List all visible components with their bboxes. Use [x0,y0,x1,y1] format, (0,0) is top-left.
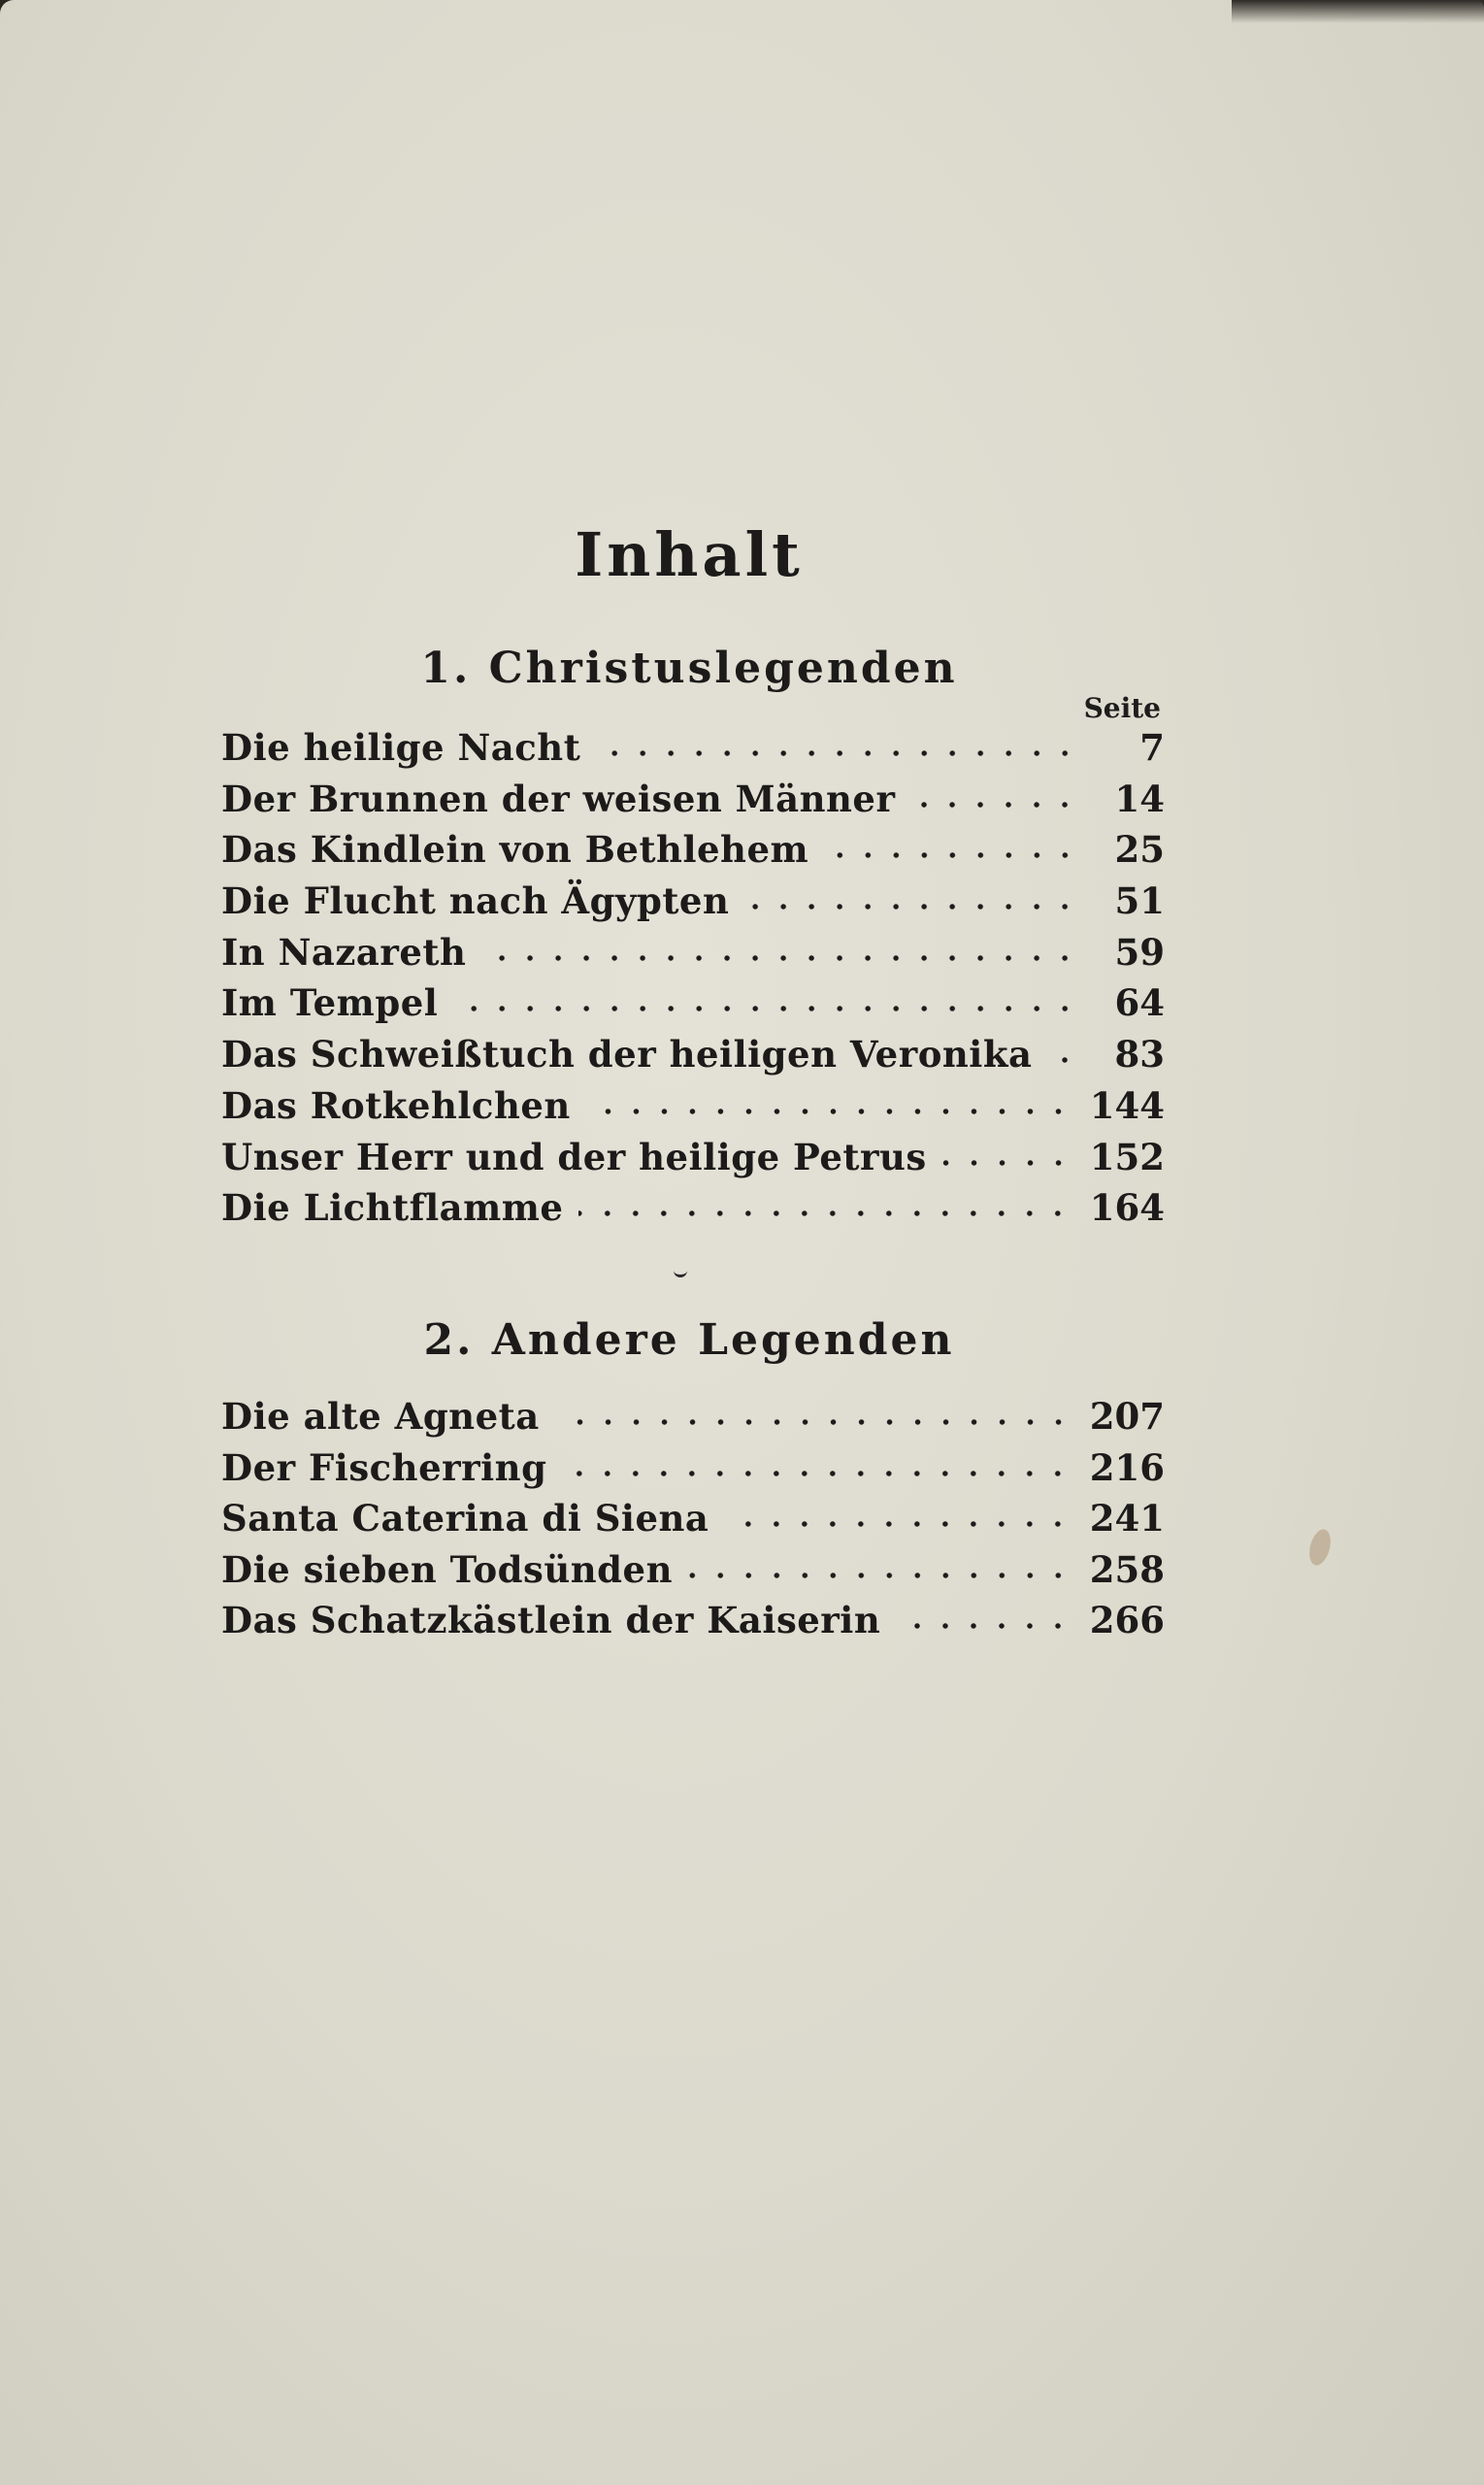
toc-entry-page: 207 [1089,1395,1165,1438]
leader-dots [688,1569,1072,1582]
toc-entry-title: Das Schweißtuch der heiligen Veronika [221,1033,1033,1077]
leader-dots [724,1517,1072,1531]
leader-dots [744,900,1079,913]
leader-dots [481,951,1079,965]
toc-entry-page: 14 [1114,777,1165,820]
toc-entry-title: Die Flucht nach Ägypten [221,879,730,923]
toc-entry [221,876,1165,927]
toc-entry-title: Die sieben Todsünden [221,1547,673,1591]
toc-entry-page: 164 [1089,1186,1165,1230]
leader-dots [578,1207,1072,1220]
leader-dots [942,1156,1072,1170]
toc-entry [221,774,1165,825]
toc-entry [221,722,1165,774]
leader-dots [896,1619,1072,1633]
toc-entry-page: 51 [1114,879,1165,923]
toc-entry-title: Das Rotkehlchen [221,1083,571,1127]
toc-entry-page: 83 [1114,1033,1165,1077]
section-heading-andere-legenden: 2. Andere Legenden [423,1315,955,1365]
toc-entry-title: Die alte Agneta [221,1395,540,1438]
toc-entry [221,1442,1165,1494]
toc-entry [221,1132,1165,1183]
toc-entry-page: 59 [1114,930,1165,974]
toc-entry-page: 25 [1114,828,1165,872]
seite-column-label: Seite [1083,692,1161,724]
toc-entry-page: 64 [1114,981,1165,1025]
toc-entry-page: 7 [1139,726,1165,769]
toc-entry-title: In Nazareth [221,930,467,974]
section-divider-mark [674,1269,687,1277]
toc-entry-page: 144 [1089,1083,1165,1127]
toc-entry-title: Der Fischerring [221,1445,547,1489]
toc-list-section-2 [221,1391,1165,1646]
toc-entry-title: Der Brunnen der weisen Männer [221,777,896,820]
toc-entry [221,1493,1165,1544]
leader-dots [562,1467,1072,1480]
page-corner-shadow [1232,0,1484,23]
toc-entry-title: Die heilige Nacht [221,726,581,769]
page-title: Inhalt [575,519,804,590]
leader-dots [555,1415,1072,1429]
toc-entry [221,824,1165,876]
toc-entry-page: 258 [1089,1547,1165,1591]
toc-entry-title: Unser Herr und der heilige Petrus [221,1135,927,1178]
leader-dots [596,746,1079,760]
toc-entry [221,1182,1165,1234]
toc-entry-title: Santa Caterina di Siena [221,1497,709,1540]
toc-entry [221,1595,1165,1646]
leader-dots [910,798,1079,812]
toc-entry-title: Im Tempel [221,981,439,1025]
toc-entry [221,927,1165,978]
toc-list-section-1 [221,722,1165,1234]
toc-entry-title: Das Kindlein von Bethlehem [221,828,809,872]
toc-entry [221,1080,1165,1132]
toc-entry [221,1544,1165,1596]
leader-dots [453,1002,1079,1015]
toc-entry [221,977,1165,1029]
toc-entry-title: Die Lichtflamme [221,1186,564,1230]
toc-entry-title: Das Schatzkästlein der Kaiserin [221,1599,881,1641]
toc-entry-page: 241 [1089,1497,1165,1540]
toc-entry [221,1391,1165,1442]
leader-dots [824,848,1079,862]
leader-dots [586,1105,1072,1118]
paper-stain [1305,1527,1334,1568]
toc-entry-page: 266 [1089,1599,1165,1641]
toc-entry [221,1029,1165,1080]
toc-entry-page: 152 [1089,1135,1165,1178]
section-heading-christuslegenden: 1. Christuslegenden [420,644,958,693]
toc-entry-page: 216 [1089,1445,1165,1489]
leader-dots [1047,1053,1079,1067]
